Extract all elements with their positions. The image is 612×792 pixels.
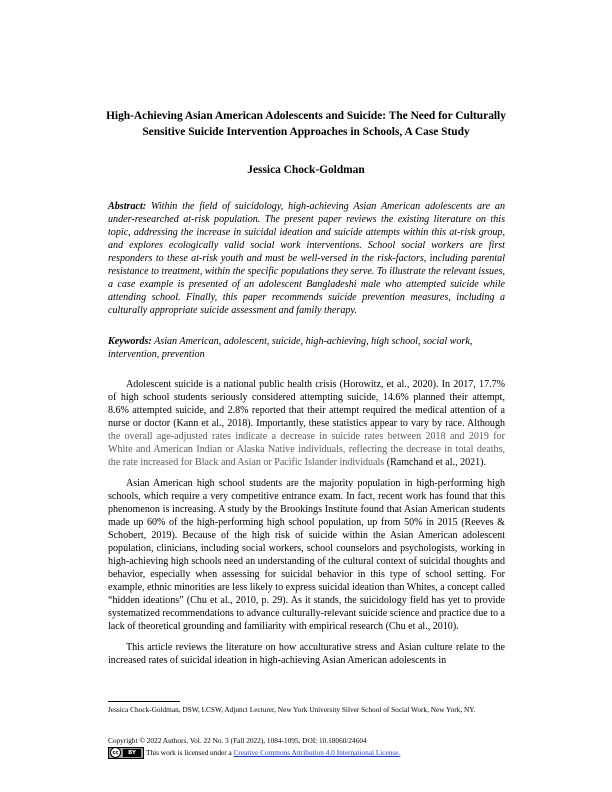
license-line xyxy=(108,746,400,759)
article-title: High-Achieving Asian American Adolescents and Suicide: The Need for Culturally Sensitive Suicide Intervention Approaches in Schools, A Case Study xyxy=(106,110,506,138)
paragraph-1-text-b: the overall age-adjusted rates indicate a decrease in suicide rates between 2018 and 2019 for White and American Indian or Alaska Native individuals, reflecting the decrease in total deaths, the rate increased for Black and Asian or Pacific Islander individuals xyxy=(108,431,505,469)
article-body xyxy=(108,378,505,675)
abstract-label: Abstract: xyxy=(108,201,147,212)
body-paragraph-2: Asian American high school students are the majority population in high-performing high schools, which require a very competitive entrance exam. In fact, recent work has found that this phenomenon is increasing. A study by the Brookings Institute found that Asian American students made up 60% of the high-performing high school population, up from 50% in 2015 (Reeves & Schobert, 2019). Because of the high risk of suicide within the Asian American adolescent population, clinicians, including social workers, school counselors and psychologists, working in high-achieving high schools need an understanding of the cultural context of suicidal thoughts and behavior, especially when assessing for suicidal behavior in this type of school setting. For example, ethnic minorities are less likely to express suicidal ideation than Whites, a concept called “hidden ideations” (Chu et al., 2010, p. 29). As it stands, the suicidology field has yet to provide systematized recommendations to advance culturally-relevant suicide science and practice due to a lack of theoretical grounding and familiarity with empirical research (Chu et al., 2010). xyxy=(108,478,505,633)
author-name: Jessica Chock-Goldman xyxy=(247,164,365,176)
cc-circle-icon: cc xyxy=(110,747,121,758)
keywords-text: Asian American, adolescent, suicide, high-achieving, high school, social work, intervention, prevention xyxy=(108,336,473,361)
license-prefix-text: This work is licensed under a xyxy=(146,748,234,757)
author-footnote: Jessica Chock-Goldman, DSW, LCSW, Adjunct Lecturer, New York University Silver School of Social Work, New York, NY. xyxy=(108,705,476,714)
cc-by-label: BY xyxy=(123,749,141,757)
footnote-divider xyxy=(108,701,180,702)
body-paragraph-3: This article reviews the literature on how acculturative stress and Asian culture relate to the increased rates of suicidal ideation in high-achieving Asian American adolescents in xyxy=(108,642,505,667)
paragraph-1-text-c: (Ramchand et al., 2021). xyxy=(386,457,487,469)
cc-by-license-icon[interactable] xyxy=(108,747,144,759)
paragraph-1-text-a: Adolescent suicide is a national public health crisis (Horowitz, et al., 2020). In 2017, 17.7% of high school students seriously considered attempting suicide, 14.6% planned their attempt, 8.6% attempted suicide, and 2.8% reported that their attempt required the medical attention of a nurse or doctor (Kann et al., 2018). Importantly, these statistics appear to vary by race. Although xyxy=(108,379,505,430)
keywords xyxy=(108,335,480,361)
license-link[interactable]: Creative Commons Attribution 4.0 International License. xyxy=(233,748,401,757)
abstract xyxy=(108,200,505,317)
keywords-label: Keywords: xyxy=(108,336,152,347)
copyright-line: Copyright © 2022 Authors, Vol. 22 No. 3 (Fall 2022), 1084-1095, DOI: 10.18060/24604 xyxy=(108,736,367,745)
license-prefix xyxy=(146,748,234,757)
abstract-text: Within the field of suicidology, high-achieving Asian American adolescents are an under-researched at-risk population. The present paper reviews the existing literature on this topic, addressing the increase in suicidal ideation and suicide attempts within this at-risk group, and explores ecologically valid social work interventions. School social workers are first responders to these at-risk youth and must be well-versed in the risk-factors, including parental resistance to treatment, within the specific populations they serve. To illustrate the relevant issues, a case example is presented of an adolescent Bangladeshi male who attempted suicide while attending school. Finally, this paper recommends suicide prevention measures, including a culturally appropriate suicide assessment and family therapy. xyxy=(108,201,505,317)
body-paragraph-1 xyxy=(108,378,505,469)
